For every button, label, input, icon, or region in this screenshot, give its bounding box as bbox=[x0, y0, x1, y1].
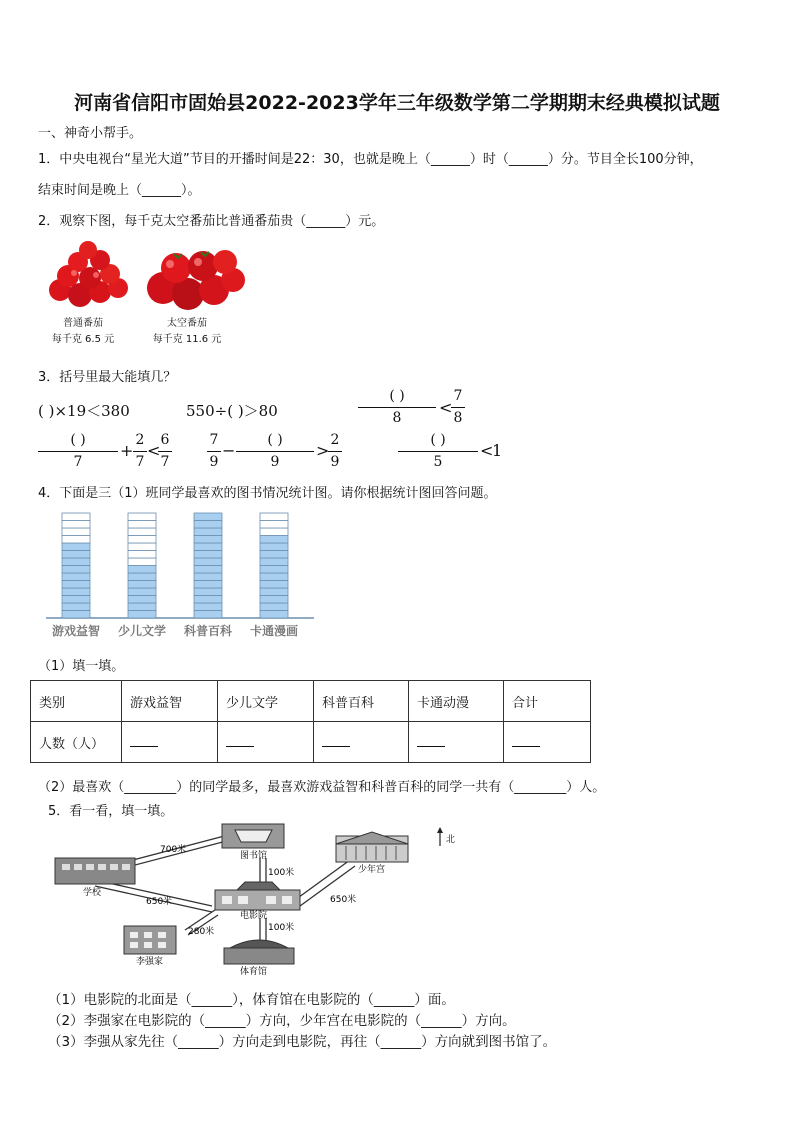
fraction-denominator: 8 bbox=[453, 410, 463, 426]
bar-1 bbox=[128, 513, 156, 618]
fraction-blank: ( ) bbox=[267, 432, 283, 448]
fraction-denominator: 8 bbox=[392, 410, 402, 426]
answer-blank[interactable] bbox=[122, 722, 218, 763]
bar-segment-empty bbox=[260, 521, 288, 529]
answer-blank[interactable] bbox=[409, 722, 504, 763]
bar-segment-filled bbox=[194, 528, 222, 536]
fraction-denominator: 5 bbox=[433, 454, 443, 470]
bar-2 bbox=[194, 513, 222, 618]
question-4-part-1: （1）填一填。 bbox=[38, 659, 125, 674]
bar-segment-empty bbox=[260, 528, 288, 536]
fraction-2-7 bbox=[133, 432, 147, 476]
home-label: 李强家 bbox=[136, 957, 164, 967]
bar-segment-filled bbox=[194, 611, 222, 619]
distance-library-cinema: 100米 bbox=[268, 868, 295, 878]
space-tomato-price: 每千克 11.6 元 bbox=[152, 334, 222, 345]
youth-palace-label: 少年宫 bbox=[358, 865, 386, 875]
bar-segment-filled bbox=[260, 603, 288, 611]
table-header-cell: 合计 bbox=[504, 681, 591, 722]
bar-segment-empty bbox=[62, 513, 90, 521]
bar-segment-filled bbox=[128, 566, 156, 574]
gym-building bbox=[224, 940, 294, 964]
fraction-numerator: 2 bbox=[330, 432, 340, 448]
bar-segment-filled bbox=[260, 588, 288, 596]
bar-3 bbox=[260, 513, 288, 618]
distance-cinema-gym: 100米 bbox=[268, 923, 295, 933]
fraction-denominator: 9 bbox=[330, 454, 340, 470]
cinema-label: 电影院 bbox=[240, 911, 268, 921]
cinema-building bbox=[215, 882, 300, 910]
bar-segment-empty bbox=[128, 551, 156, 559]
bar-segment-filled bbox=[62, 581, 90, 589]
table-header-cell: 类别 bbox=[31, 681, 122, 722]
fraction-6-7 bbox=[158, 432, 172, 476]
question-1-line-1: 1．中央电视台“星光大道”节目的开播时间是22：30，也就是晚上（______）时（______）分。节目全长100分钟， bbox=[38, 152, 703, 167]
fraction-numerator: 6 bbox=[160, 432, 170, 448]
bar-segment-filled bbox=[62, 566, 90, 574]
distance-cinema-youth: 650米 bbox=[330, 895, 357, 905]
expression-1: ( )×19＜380 bbox=[38, 402, 130, 420]
less-than-sign: < bbox=[480, 441, 494, 460]
bar-segment-filled bbox=[194, 558, 222, 566]
question-5: 5．看一看，填一填。 bbox=[48, 804, 174, 819]
gym-label: 体育馆 bbox=[240, 967, 268, 977]
minus-sign: − bbox=[222, 441, 236, 460]
bar-segment-filled bbox=[194, 513, 222, 521]
distance-school-library: 700米 bbox=[160, 845, 187, 855]
book-preference-chart bbox=[38, 506, 320, 644]
bar-segment-empty bbox=[128, 536, 156, 544]
bar-segment-filled bbox=[194, 536, 222, 544]
fraction-7-8 bbox=[451, 388, 465, 432]
bar-segment-filled bbox=[194, 588, 222, 596]
bar-segment-filled bbox=[62, 596, 90, 604]
bar-segment-filled bbox=[194, 543, 222, 551]
less-than-sign: < bbox=[439, 398, 453, 417]
table-row-label: 人数（人） bbox=[31, 722, 122, 763]
bar-segment-filled bbox=[62, 573, 90, 581]
answer-blank[interactable] bbox=[314, 722, 409, 763]
bar-segment-empty bbox=[128, 543, 156, 551]
fraction-denominator: 9 bbox=[209, 454, 219, 470]
fraction-denominator: 7 bbox=[135, 454, 145, 470]
question-2: 2．观察下图，每千克太空番茄比普通番茄贵（______）元。 bbox=[38, 214, 385, 229]
table-header-cell: 少儿文学 bbox=[218, 681, 314, 722]
space-tomato-image bbox=[147, 250, 245, 310]
less-than-sign: < bbox=[147, 441, 161, 460]
bar-segment-filled bbox=[128, 603, 156, 611]
fraction-blank-over-8 bbox=[358, 388, 436, 432]
school-label: 学校 bbox=[83, 888, 102, 898]
north-label: 北 bbox=[446, 835, 456, 845]
page-title: 河南省信阳市固始县2022-2023学年三年级数学第二学期期末经典模拟试题 bbox=[74, 92, 720, 114]
bar-segment-filled bbox=[194, 566, 222, 574]
fraction-numerator: 7 bbox=[453, 388, 463, 404]
fraction-numerator: 2 bbox=[135, 432, 145, 448]
bar-segment-filled bbox=[128, 573, 156, 581]
table-header-cell: 游戏益智 bbox=[122, 681, 218, 722]
fraction-denominator: 9 bbox=[270, 454, 280, 470]
bar-segment-filled bbox=[62, 603, 90, 611]
comparison-value: 1 bbox=[492, 441, 503, 460]
bar-segment-filled bbox=[260, 536, 288, 544]
question-4-part-2: （2）最喜欢（________）的同学最多，最喜欢游戏益智和科普百科的同学一共有（________）人。 bbox=[38, 780, 606, 795]
question-1-line-2: 结束时间是晚上（______）。 bbox=[38, 183, 201, 198]
bar-segment-filled bbox=[62, 558, 90, 566]
bar-segment-filled bbox=[194, 603, 222, 611]
bar-segment-filled bbox=[260, 543, 288, 551]
plus-sign: + bbox=[120, 441, 134, 460]
fraction-2-9 bbox=[328, 432, 342, 476]
bar-segment-filled bbox=[260, 551, 288, 559]
section-heading: 一、神奇小帮手。 bbox=[38, 126, 143, 141]
fraction-7-9 bbox=[207, 432, 221, 476]
category-label: 少儿文学 bbox=[117, 624, 167, 638]
home-building bbox=[124, 926, 176, 954]
category-label: 游戏益智 bbox=[51, 624, 101, 638]
table-row bbox=[31, 722, 591, 763]
location-map bbox=[50, 820, 470, 980]
bar-segment-empty bbox=[62, 536, 90, 544]
fraction-numerator: 7 bbox=[209, 432, 219, 448]
fraction-blank: ( ) bbox=[389, 388, 405, 404]
tomato-images bbox=[38, 240, 248, 312]
bar-segment-filled bbox=[194, 596, 222, 604]
bar-segment-filled bbox=[194, 573, 222, 581]
fill-in-table bbox=[30, 680, 591, 763]
question-3: 3．括号里最大能填几？ bbox=[38, 370, 177, 385]
distance-school-cinema: 650米 bbox=[146, 897, 173, 907]
ordinary-tomato-image bbox=[49, 241, 128, 307]
school-building bbox=[55, 858, 135, 884]
north-arrow-head-icon bbox=[437, 827, 443, 833]
ordinary-tomato-name: 普通番茄 bbox=[63, 318, 103, 329]
question-5-part-2: （2）李强家在电影院的（______）方向，少年宫在电影院的（______）方向。 bbox=[48, 1013, 516, 1029]
fraction-denominator: 7 bbox=[73, 454, 83, 470]
youth-palace-building bbox=[336, 832, 408, 862]
category-label: 科普百科 bbox=[183, 624, 233, 638]
bar-segment-filled bbox=[260, 573, 288, 581]
bar-segment-empty bbox=[128, 513, 156, 521]
bar-segment-filled bbox=[260, 566, 288, 574]
fraction-denominator: 7 bbox=[160, 454, 170, 470]
bar-segment-empty bbox=[128, 558, 156, 566]
bar-segment-filled bbox=[260, 596, 288, 604]
expression-2: 550÷( )＞80 bbox=[186, 402, 278, 420]
bar-segment-filled bbox=[62, 588, 90, 596]
distance-home-cinema: 280米 bbox=[188, 927, 215, 937]
bar-segment-filled bbox=[260, 611, 288, 619]
bar-segment-filled bbox=[128, 588, 156, 596]
fraction-blank-over-9 bbox=[236, 432, 314, 476]
fraction-blank-over-5 bbox=[398, 432, 478, 476]
bar-segment-filled bbox=[128, 596, 156, 604]
fraction-blank-over-7 bbox=[38, 432, 118, 476]
bar-segment-filled bbox=[260, 558, 288, 566]
answer-blank[interactable] bbox=[504, 722, 591, 763]
bar-segment-empty bbox=[260, 513, 288, 521]
bar-segment-filled bbox=[128, 611, 156, 619]
bar-segment-filled bbox=[194, 521, 222, 529]
bar-0 bbox=[62, 513, 90, 618]
table-header-cell: 科普百科 bbox=[314, 681, 409, 722]
space-tomato-name: 太空番茄 bbox=[167, 318, 207, 329]
bar-segment-empty bbox=[62, 521, 90, 529]
bar-segment-empty bbox=[128, 528, 156, 536]
question-5-part-1: （1）电影院的北面是（______），体育馆在电影院的（______）面。 bbox=[48, 992, 455, 1008]
table-header-cell: 卡通动漫 bbox=[409, 681, 504, 722]
greater-than-sign: > bbox=[316, 441, 330, 460]
library-building bbox=[222, 824, 284, 848]
bar-segment-empty bbox=[62, 528, 90, 536]
ordinary-tomato-price: 每千克 6.5 元 bbox=[51, 334, 115, 345]
answer-blank[interactable] bbox=[218, 722, 314, 763]
question-5-part-3: （3）李强从家先往（______）方向走到电影院，再往（______）方向就到图书馆了。 bbox=[48, 1034, 557, 1050]
bar-segment-filled bbox=[260, 581, 288, 589]
question-4: 4．下面是三（1）班同学最喜欢的图书情况统计图。请你根据统计图回答问题。 bbox=[38, 486, 497, 501]
bar-segment-filled bbox=[128, 581, 156, 589]
fraction-blank: ( ) bbox=[70, 432, 86, 448]
bar-segment-empty bbox=[128, 521, 156, 529]
fraction-blank: ( ) bbox=[430, 432, 446, 448]
bar-segment-filled bbox=[62, 551, 90, 559]
bar-segment-filled bbox=[194, 581, 222, 589]
bar-segment-filled bbox=[194, 551, 222, 559]
bar-segment-filled bbox=[62, 543, 90, 551]
category-label: 卡通漫画 bbox=[249, 624, 299, 638]
bar-segment-filled bbox=[62, 611, 90, 619]
library-label: 图书馆 bbox=[240, 851, 268, 861]
table-header-row bbox=[31, 681, 591, 722]
